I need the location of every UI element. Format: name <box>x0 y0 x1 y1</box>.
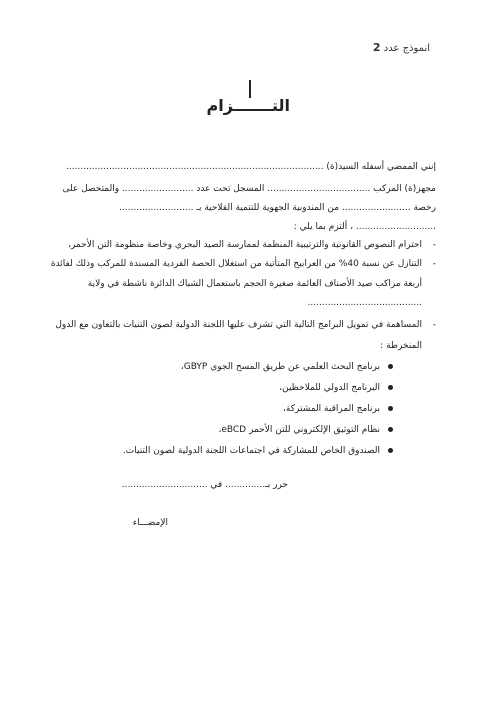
page-title: التـــــــزام <box>206 96 290 115</box>
list-item <box>181 362 393 372</box>
bullet-icon <box>388 448 393 453</box>
list-item-text: برنامج البحث العلمي عن طريق المسح الجوي GBYP، <box>180 362 380 372</box>
list-item <box>283 404 393 414</box>
list-item-text: نظام التوثيق الإلكتروني للتن الأحمر eBCD، <box>218 425 380 435</box>
list-item-text: الصندوق الخاص للمشاركة في اجتماعات اللجنة الدولية لصون التنيات. <box>122 446 380 456</box>
item-dash: - <box>432 240 436 250</box>
item-text: التنازل عن نسبة 40% من العرابيح المتأتية من استغلال الحصة الفردية المسندة للمركب وذلك لفائدة <box>50 259 422 269</box>
paragraph-line-2: مجهز(ة) المركب .................................... المسجل تحت عدد ......................... والمتحصل على <box>62 184 436 194</box>
item-text: أربعة مراكب صيد الأصناف العائمة صغيرة الحجم باستعمال الشباك الدائرة ناشطة في ولاية <box>87 279 422 289</box>
item-text: المنخرطة : <box>380 341 422 351</box>
item-text: احترام النصوص القانونية والترتيبية المنظمة لممارسة الصيد البحري وخاصة منظومة التن الأحمر، <box>68 240 422 250</box>
item-text: ........................................ <box>307 298 422 308</box>
paragraph-line-3: رخصة ........................ من المندوبية الجهوية للتنمية الفلاحية بـ .......................... <box>119 203 436 213</box>
item-dash: - <box>432 259 436 269</box>
item-dash: - <box>432 320 436 330</box>
paragraph-line-1: إنني الممضي أسفله السيد(ة) .......................................................................................... <box>66 162 436 172</box>
list-item <box>279 383 393 393</box>
list-item <box>218 425 393 435</box>
list-item-text: برنامج المراقبة المشتركة، <box>283 404 380 414</box>
bullet-icon <box>388 364 393 369</box>
item-text: المساهمة في تمويل البرامج التالية التي تشرف عليها اللجنة الدولية لصون التنيات بالتعاون مع الدول <box>55 320 422 330</box>
form-number: 2 <box>372 41 381 54</box>
form-label-text: انموذج عدد <box>383 43 430 54</box>
form-number-label <box>373 41 430 54</box>
paragraph-line-4: ............................ ، ألتزم بما يلي : <box>293 222 436 232</box>
signature-date-line: حرر بـ.............. في .............................. <box>121 480 288 490</box>
signature-label: الإمضـــاء <box>132 518 168 528</box>
list-item <box>123 446 393 456</box>
bullet-icon <box>388 406 393 411</box>
bullet-icon <box>388 385 393 390</box>
bullet-icon <box>388 427 393 432</box>
list-item-text: البرنامج الدولي للملاحظين، <box>279 383 380 393</box>
